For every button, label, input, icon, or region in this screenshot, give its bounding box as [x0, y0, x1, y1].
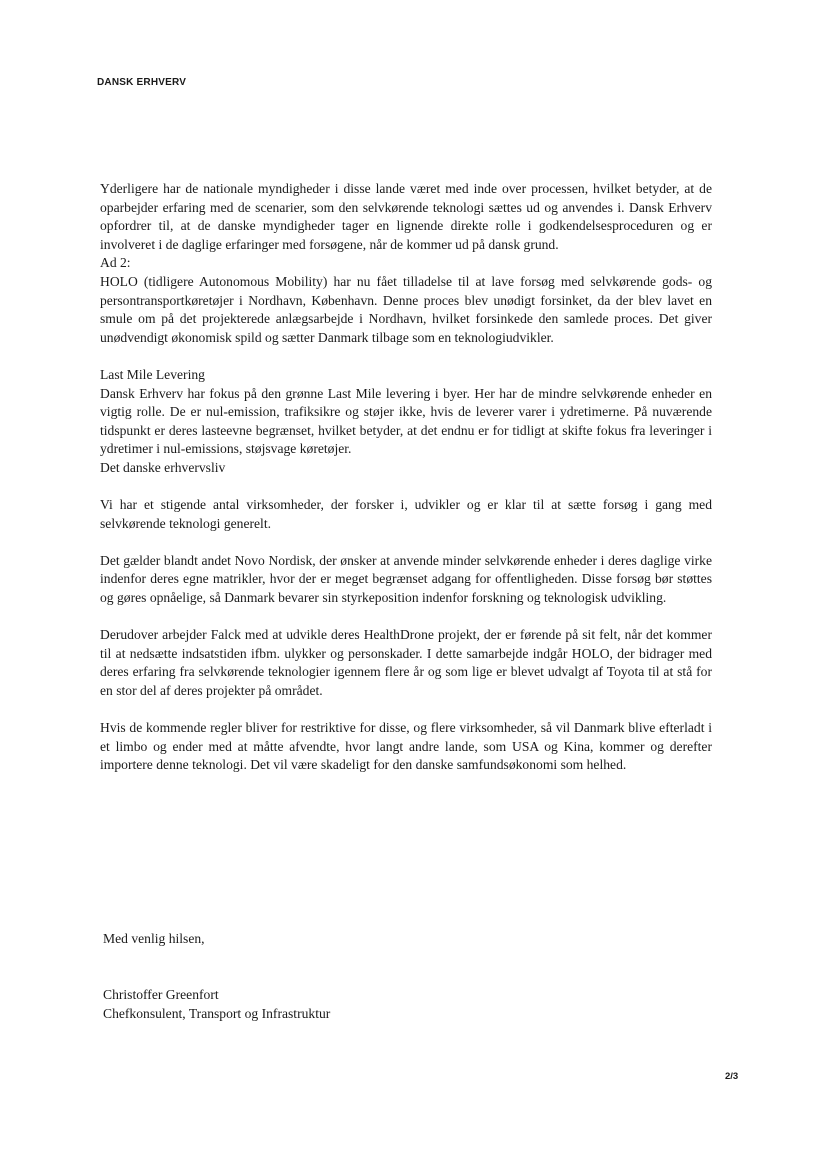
signer-title: Chefkonsulent, Transport og Infrastruktur	[103, 1005, 331, 1021]
paragraph-novo-nordisk: Det gælder blandt andet Novo Nordisk, der ønsker at anvende minder selvkørende enheder i deres daglige virke indenfor deres egne matrikler, hvor der er meget begrænset adgang for offentligheden. Disse forsøg bør støttes og gøres opnåelige, så Danmark bevarer sin styrkeposition indenfor forskning og teknologisk udvikling.	[100, 552, 712, 606]
paragraph-companies: Vi har et stigende antal virksomheder, der forsker i, udvikler og er klar til at sætte forsøg i gang med selvkørende teknologi generelt.	[100, 497, 712, 531]
organization-header: DANSK ERHVERV	[97, 77, 187, 88]
page-number: 2/3	[725, 1071, 739, 1082]
signer-name: Christoffer Greenfort	[103, 987, 219, 1002]
letter-body	[100, 180, 712, 775]
section-heading-last-mile: Last Mile Levering	[100, 366, 205, 382]
paragraph-authorities: Yderligere har de nationale myndigheder i disse lande været med inde over processen, hvilket betyder, at de oparbejder erfaring med de scenarier, som den selvkørende teknologi sættes ud og anvendes i. Dansk Erhverv opfordrer til, at de danske myndigheder tager en lignende direkte rolle i godkendelsesproceduren og er involveret i de daglige erfaringer med forsøgene, når de kommer ud på dansk grund.	[100, 181, 712, 252]
paragraph-rules: Hvis de kommende regler bliver for restriktive for disse, og flere virksomheder, så vil Danmark blive efterladt i et limbo og ender med at måtte afvendte, hvor langt andre lande, som USA og Kina, kommer og derefter importere denne teknologi. Det vil være skadeligt for den danske samfundsøkonomi som helhed.	[100, 720, 712, 773]
signature-block	[103, 986, 330, 1023]
paragraph-last-mile: Dansk Erhverv har fokus på den grønne Last Mile levering i byer. Her har de mindre selvkørende enheder en vigtig rolle. De er nul-emission, trafiksikre og støjer ikke, hvis de leverer varer i ydretimerne. På nuværende tidspunkt er deres lasteevne begrænset, hvilket betyder, at det endnu er for tidligt at skifte fokus fra leveringer i ydretimer i nul-emissions, støjsvage køretøjer.	[100, 385, 712, 457]
section-label-ad2: Ad 2:	[100, 255, 131, 271]
paragraph-falck: Derudover arbejder Falck med at udvikle deres HealthDrone projekt, der er førende på sit felt, når det kommer til at nedsætte indsatstiden ifbm. ulykker og personskader. I dette samarbejde indgår HOLO, der bidrager med deres erfaring fra selvkørende teknologier igennem flere år og som lige er blevet udvalgt af Toyota til at stå for en stor del af deres projekter på området.	[100, 627, 712, 699]
paragraph-holo: HOLO (tidligere Autonomous Mobility) har nu fået tilladelse til at lave forsøg med selvkørende gods- og persontransportkøretøjer i Nordhavn, København. Denne proces blev unødigt forsinket, da der blev lavet en smule om på det projekterede anlægsarbejde i Nordhavn, hvilket forsinkede den samlede proces. Det giver unødvendigt økonomisk spild og sætter Danmark tilbage som en teknologiudvikler.	[100, 273, 712, 345]
section-heading-business: Det danske erhvervsliv	[100, 459, 226, 475]
closing-salutation: Med venlig hilsen,	[103, 931, 205, 946]
